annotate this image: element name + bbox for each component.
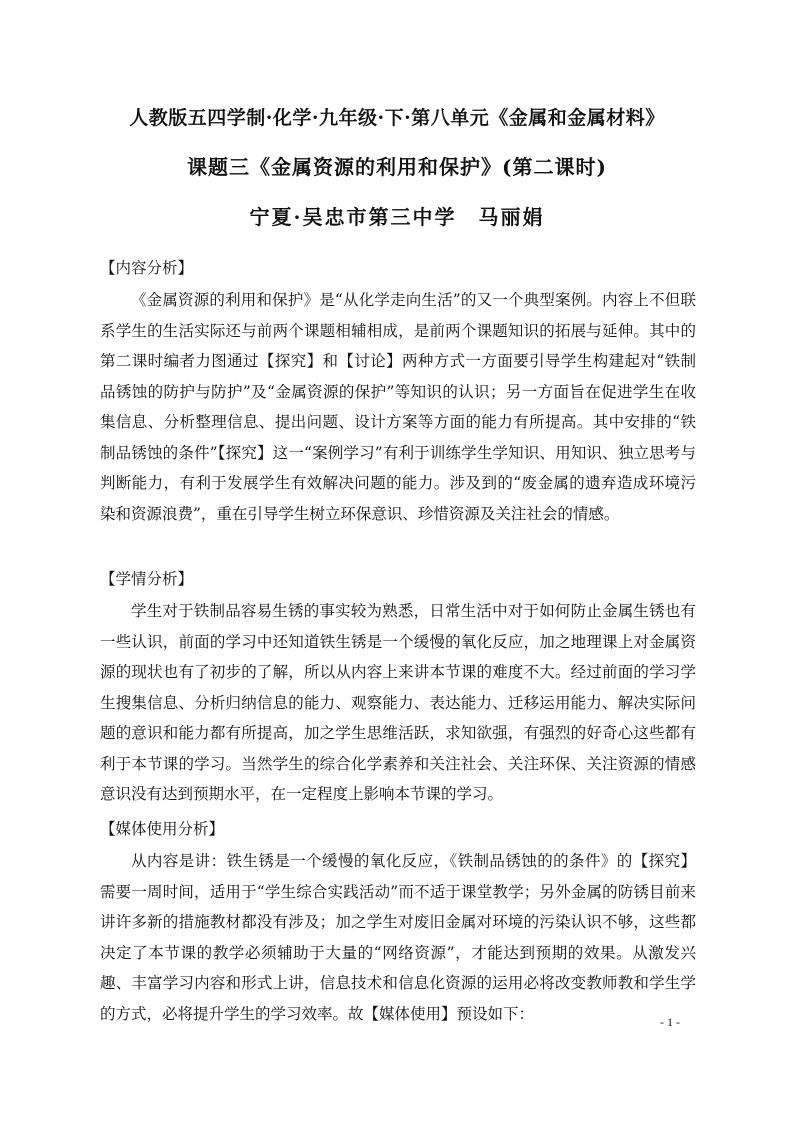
section-paragraph-student-analysis: 学生对于铁制品容易生锈的事实较为熟悉，日常生活中对于如何防止金属生锈也有一些认识，前面的学习中还知道铁生锈是一个缓慢的氧化反应，加之地理课上对金属资源的现状也有了初步的了解，所以从内容上来讲本节课的难度不大。经过前面的学习学生搜集信息、分析归纳信息的能力、观察能力、表达能力、迁移运用能力、解决实际问题的意识和能力都有所提高，加之学生思维活跃，求知欲强，有强烈的好奇心这些都有利于本节课的学习。当然学生的综合化学素养和关注社会、关注环保、关注资源的情感意识没有达到预期水平，在一定程度上影响本节课的学习。	[100, 602, 696, 803]
section-paragraph-content-analysis: 《金属资源的利用和保护》是“从化学走向生活”的又一个典型案例。内容上不但联系学生的生活实际还与前两个课题相辅相成，是前两个课题知识的拓展与延伸。其中的第二课时编者力图通过【探究】和【讨论】两种方式一方面要引导学生构建起对“铁制品锈蚀的防护与防护”及“金属资源的保护”等知识的认识；另一方面旨在促进学生在收集信息、分析整理信息、提出问题、设计方案等方面的能力有所提高。其中安排的“铁制品锈蚀的条件”【探究】这一“案例学习”有利于训练学生学知识、用知识、独立思考与判断能力，有利于发展学生有效解决问题的能力。涉及到的“废金属的遗弃造成环境污染和资源浪费”，重在引导学生树立环保意识、珍惜资源及关注社会的情感。	[100, 291, 696, 523]
page-number: - 1 -	[660, 1015, 680, 1029]
section-heading-student-analysis: 【学情分析】	[100, 570, 194, 588]
document-author: 宁夏·吴忠市第三中学 马丽娟	[249, 205, 545, 229]
section-heading-content-analysis: 【内容分析】	[100, 259, 194, 277]
document-title-lesson: 课题三《金属资源的利用和保护》(第二课时)	[187, 155, 607, 179]
document-title-course: 人教版五四学制·化学·九年级·下·第八单元《金属和金属材料》	[129, 107, 665, 129]
section-heading-media-analysis: 【媒体使用分析】	[100, 820, 225, 838]
section-paragraph-media-analysis: 从内容是讲：铁生锈是一个缓慢的氧化反应，《铁制品锈蚀的的条件》的【探究】需要一周时间，适用于“学生综合实践活动”而不适于课堂教学；另外金属的防锈目前来讲许多新的措施教材都没有涉及；加之学生对废旧金属对环境的污染认识不够，这些都决定了本节课的教学必须辅助于大量的“网络资源”，才能达到预期的效果。从激发兴趣、丰富学习内容和形式上讲，信息技术和信息化资源的运用必将改变教师教和学生学的方式，必将提升学生的学习效率。故【媒体使用】预设如下：	[100, 852, 696, 1023]
